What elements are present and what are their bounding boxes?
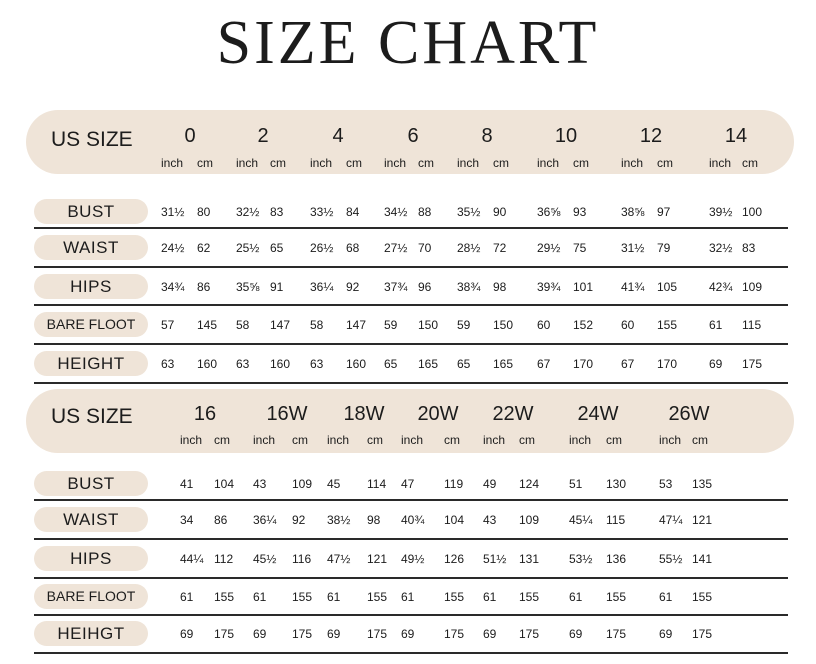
value-inch: 37¾: [384, 280, 408, 294]
size-column-header: 12: [639, 125, 663, 147]
value-cm: 147: [270, 318, 291, 332]
unit-inch-label: inch: [457, 156, 480, 170]
size-column-header: 2: [257, 125, 269, 147]
value-cm: 170: [573, 357, 594, 371]
unit-inch-label: inch: [180, 433, 203, 447]
value-cm: 155: [519, 590, 540, 604]
value-cm: 97: [657, 205, 671, 219]
unit-cm-label: cm: [493, 156, 509, 170]
value-inch: 69: [569, 627, 583, 641]
value-cm: 101: [573, 280, 594, 294]
value-inch: 28½: [457, 241, 481, 255]
value-inch: 33½: [310, 205, 334, 219]
size-column-header: 4: [332, 125, 344, 147]
value-inch: 25½: [236, 241, 260, 255]
value-cm: 160: [346, 357, 367, 371]
value-cm: 145: [197, 318, 218, 332]
value-cm: 86: [197, 280, 211, 294]
value-cm: 152: [573, 318, 594, 332]
size-column-header: 24W: [577, 403, 619, 425]
measurement-label: BUST: [34, 199, 148, 224]
value-inch: 43: [483, 513, 497, 527]
value-cm: 124: [519, 477, 540, 491]
value-cm: 175: [367, 627, 388, 641]
unit-cm-label: cm: [292, 433, 308, 447]
us-size-label: US SIZE: [51, 405, 133, 428]
value-cm: 84: [346, 205, 360, 219]
size-column-header: 8: [481, 125, 493, 147]
row-divider: [34, 227, 788, 229]
unit-cm-label: cm: [367, 433, 383, 447]
row-divider: [34, 538, 788, 540]
value-inch: 49½: [401, 552, 425, 566]
value-inch: 61: [327, 590, 341, 604]
value-cm: 93: [573, 205, 587, 219]
size-column-header: 22W: [492, 403, 534, 425]
value-cm: 147: [346, 318, 367, 332]
value-inch: 24½: [161, 241, 185, 255]
value-inch: 43: [253, 477, 267, 491]
value-cm: 150: [493, 318, 514, 332]
value-cm: 91: [270, 280, 284, 294]
size-column-header: 16: [193, 403, 217, 425]
value-inch: 69: [180, 627, 194, 641]
unit-cm-label: cm: [657, 156, 673, 170]
value-inch: 69: [253, 627, 267, 641]
value-cm: 75: [573, 241, 587, 255]
row-divider: [34, 382, 788, 384]
measurement-label: WAIST: [34, 235, 148, 260]
value-cm: 72: [493, 241, 507, 255]
value-cm: 104: [214, 477, 235, 491]
size-column-header: 10: [554, 125, 578, 147]
unit-inch-label: inch: [327, 433, 350, 447]
size-column-header: 18W: [343, 403, 385, 425]
value-cm: 175: [742, 357, 763, 371]
measurement-label: BARE FLOOT: [34, 312, 148, 337]
unit-cm-label: cm: [197, 156, 213, 170]
size-column-header: 16W: [266, 403, 308, 425]
row-divider: [34, 304, 788, 306]
value-inch: 39¾: [537, 280, 561, 294]
value-inch: 57: [161, 318, 175, 332]
value-inch: 26½: [310, 241, 334, 255]
value-cm: 70: [418, 241, 432, 255]
unit-inch-label: inch: [709, 156, 732, 170]
unit-inch-label: inch: [161, 156, 184, 170]
value-inch: 45½: [253, 552, 277, 566]
value-inch: 31½: [621, 241, 645, 255]
unit-cm-label: cm: [573, 156, 589, 170]
value-cm: 92: [346, 280, 360, 294]
row-divider: [34, 499, 788, 501]
value-inch: 58: [236, 318, 250, 332]
value-inch: 51: [569, 477, 583, 491]
value-cm: 160: [270, 357, 291, 371]
value-cm: 98: [493, 280, 507, 294]
size-column-header: 0: [184, 125, 196, 147]
value-cm: 175: [214, 627, 235, 641]
value-cm: 170: [657, 357, 678, 371]
value-inch: 27½: [384, 241, 408, 255]
value-cm: 165: [493, 357, 514, 371]
value-cm: 121: [692, 513, 713, 527]
value-cm: 155: [444, 590, 465, 604]
value-cm: 136: [606, 552, 627, 566]
unit-cm-label: cm: [270, 156, 286, 170]
value-inch: 32½: [709, 241, 733, 255]
value-inch: 65: [384, 357, 398, 371]
size-column-header: 6: [407, 125, 419, 147]
value-inch: 61: [709, 318, 723, 332]
value-inch: 32½: [236, 205, 260, 219]
value-cm: 105: [657, 280, 678, 294]
value-inch: 61: [659, 590, 673, 604]
size-column-header: 20W: [417, 403, 459, 425]
value-cm: 175: [519, 627, 540, 641]
unit-cm-label: cm: [214, 433, 230, 447]
value-inch: 36¼: [253, 513, 277, 527]
value-cm: 121: [367, 552, 388, 566]
value-inch: 69: [709, 357, 723, 371]
value-cm: 115: [742, 318, 762, 332]
value-inch: 51½: [483, 552, 507, 566]
value-inch: 41¾: [621, 280, 645, 294]
value-cm: 155: [692, 590, 713, 604]
unit-inch-label: inch: [537, 156, 560, 170]
value-inch: 53: [659, 477, 673, 491]
unit-inch-label: inch: [310, 156, 333, 170]
value-cm: 135: [692, 477, 713, 491]
unit-cm-label: cm: [692, 433, 708, 447]
value-cm: 119: [444, 477, 464, 491]
value-cm: 114: [367, 477, 387, 491]
value-cm: 98: [367, 513, 381, 527]
value-inch: 61: [180, 590, 194, 604]
value-cm: 109: [742, 280, 763, 294]
value-inch: 61: [253, 590, 267, 604]
value-inch: 35½: [457, 205, 481, 219]
value-cm: 175: [292, 627, 313, 641]
value-cm: 80: [197, 205, 211, 219]
size-column-header: 14: [724, 125, 748, 147]
value-cm: 83: [270, 205, 284, 219]
value-cm: 86: [214, 513, 228, 527]
value-cm: 100: [742, 205, 763, 219]
value-cm: 92: [292, 513, 306, 527]
us-size-label: US SIZE: [51, 128, 133, 151]
value-cm: 131: [519, 552, 540, 566]
value-inch: 69: [483, 627, 497, 641]
value-cm: 175: [606, 627, 627, 641]
value-cm: 88: [418, 205, 432, 219]
unit-cm-label: cm: [519, 433, 535, 447]
value-cm: 65: [270, 241, 284, 255]
value-cm: 79: [657, 241, 671, 255]
value-inch: 60: [621, 318, 635, 332]
value-cm: 130: [606, 477, 627, 491]
measurement-label: HEIGHT: [34, 351, 148, 376]
page-title: SIZE CHART: [216, 9, 600, 77]
value-inch: 49: [483, 477, 497, 491]
unit-cm-label: cm: [418, 156, 434, 170]
value-inch: 61: [401, 590, 415, 604]
unit-cm-label: cm: [444, 433, 460, 447]
value-inch: 67: [537, 357, 551, 371]
unit-cm-label: cm: [742, 156, 758, 170]
value-inch: 39½: [709, 205, 733, 219]
value-inch: 69: [659, 627, 673, 641]
value-inch: 55½: [659, 552, 683, 566]
value-inch: 29½: [537, 241, 561, 255]
value-cm: 68: [346, 241, 360, 255]
value-inch: 47: [401, 477, 415, 491]
value-inch: 69: [327, 627, 341, 641]
value-cm: 83: [742, 241, 756, 255]
unit-inch-label: inch: [384, 156, 407, 170]
value-inch: 34¾: [161, 280, 185, 294]
value-cm: 96: [418, 280, 432, 294]
value-inch: 47¼: [659, 513, 683, 527]
value-cm: 175: [692, 627, 713, 641]
value-inch: 47½: [327, 552, 351, 566]
unit-inch-label: inch: [483, 433, 506, 447]
value-cm: 116: [292, 552, 312, 566]
value-inch: 45: [327, 477, 341, 491]
value-cm: 175: [444, 627, 465, 641]
value-cm: 104: [444, 513, 465, 527]
value-cm: 109: [519, 513, 540, 527]
value-inch: 63: [236, 357, 250, 371]
unit-inch-label: inch: [621, 156, 644, 170]
value-inch: 36⅝: [537, 205, 561, 219]
value-inch: 61: [483, 590, 497, 604]
value-cm: 155: [657, 318, 678, 332]
value-cm: 126: [444, 552, 465, 566]
value-cm: 155: [606, 590, 627, 604]
value-cm: 112: [214, 552, 234, 566]
value-inch: 63: [161, 357, 175, 371]
value-inch: 44¼: [180, 552, 204, 566]
value-inch: 63: [310, 357, 324, 371]
value-cm: 155: [367, 590, 388, 604]
unit-inch-label: inch: [401, 433, 424, 447]
row-divider: [34, 343, 788, 345]
value-inch: 58: [310, 318, 324, 332]
value-inch: 35⅝: [236, 280, 260, 294]
row-divider: [34, 652, 788, 654]
unit-inch-label: inch: [253, 433, 276, 447]
row-divider: [34, 614, 788, 616]
measurement-label: HEIHGT: [34, 621, 148, 646]
value-cm: 165: [418, 357, 439, 371]
value-inch: 60: [537, 318, 551, 332]
value-cm: 109: [292, 477, 313, 491]
value-cm: 141: [692, 552, 713, 566]
value-inch: 38½: [327, 513, 351, 527]
size-column-header: 26W: [668, 403, 710, 425]
row-divider: [34, 577, 788, 579]
value-inch: 34: [180, 513, 194, 527]
value-inch: 31½: [161, 205, 185, 219]
measurement-label: WAIST: [34, 507, 148, 532]
value-inch: 59: [384, 318, 398, 332]
measurement-label: BARE FLOOT: [34, 584, 148, 609]
value-inch: 38⅝: [621, 205, 645, 219]
value-inch: 42¾: [709, 280, 733, 294]
value-inch: 40¾: [401, 513, 425, 527]
value-inch: 53½: [569, 552, 593, 566]
value-inch: 67: [621, 357, 635, 371]
value-inch: 36¼: [310, 280, 334, 294]
value-inch: 69: [401, 627, 415, 641]
value-cm: 160: [197, 357, 218, 371]
value-cm: 115: [606, 513, 626, 527]
unit-inch-label: inch: [569, 433, 592, 447]
value-cm: 155: [292, 590, 313, 604]
row-divider: [34, 266, 788, 268]
value-inch: 65: [457, 357, 471, 371]
measurement-label: HIPS: [34, 274, 148, 299]
value-inch: 41: [180, 477, 194, 491]
value-inch: 38¾: [457, 280, 481, 294]
unit-inch-label: inch: [659, 433, 682, 447]
unit-inch-label: inch: [236, 156, 259, 170]
unit-cm-label: cm: [606, 433, 622, 447]
value-cm: 90: [493, 205, 507, 219]
value-inch: 59: [457, 318, 471, 332]
measurement-label: HIPS: [34, 546, 148, 571]
value-inch: 61: [569, 590, 583, 604]
value-inch: 34½: [384, 205, 408, 219]
measurement-label: BUST: [34, 471, 148, 496]
value-cm: 155: [214, 590, 235, 604]
value-cm: 150: [418, 318, 439, 332]
value-inch: 45¼: [569, 513, 593, 527]
unit-cm-label: cm: [346, 156, 362, 170]
value-cm: 62: [197, 241, 211, 255]
